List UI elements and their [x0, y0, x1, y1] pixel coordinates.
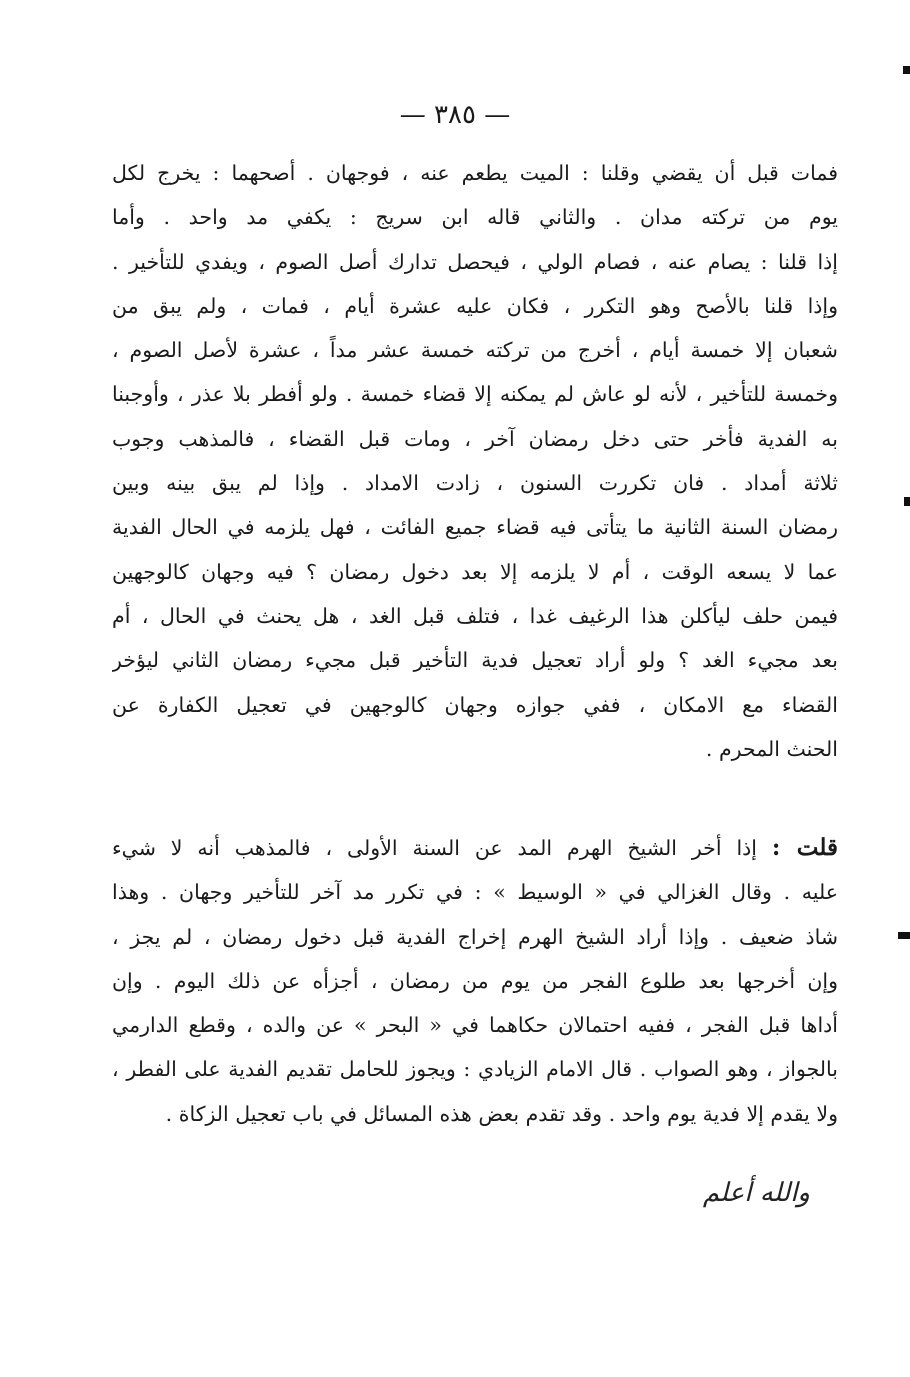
closing-phrase: والله أعلم: [702, 1178, 810, 1208]
lead-word: قلت :: [771, 834, 838, 861]
text-line-first: [112, 826, 838, 870]
text-line: رمضان السنة الثانية ما يتأتى فيه قضاء جميع الفائت ، فهل يلزمه في الحال الفدية: [112, 515, 838, 540]
page-number: — ٣٨٥ —: [399, 100, 511, 130]
text-line: وخمسة للتأخير ، لأنه لو عاش لم يمكنه إلا قضاء خمسة . ولو أفطر بلا عذر ، وأوجبنا: [112, 382, 838, 407]
commentary-paragraph: [112, 826, 838, 1136]
text-line: بعد مجيء الغد ؟ ولو أراد تعجيل فدية التأخير قبل مجيء رمضان الثاني ليؤخر: [112, 648, 838, 673]
text-line: فيمن حلف ليأكلن هذا الرغيف غدا ، فتلف قبل الغد ، هل يحنث في الحال ، أم: [112, 603, 838, 628]
text-line: إذا قلنا : يصام عنه ، فصام الولي ، فيحصل تدارك أصل الصوم ، ويفدي للتأخير .: [112, 249, 838, 274]
margin-ink-mark: [898, 932, 910, 939]
text-line: يوم من تركته مدان . والثاني قاله ابن سريج : يكفي مد واحد . وأما: [112, 205, 838, 230]
margin-ink-mark: [903, 66, 910, 74]
text-line: أداها قبل الفجر ، ففيه احتمالان حكاهما في « البحر » عن والده ، وقطع الدارمي: [112, 1013, 838, 1038]
first-line-rest: إذا أخر الشيخ الهرم المد عن السنة الأولى ، فالمذهب أنه لا شيء: [112, 836, 757, 860]
main-paragraph: [112, 151, 838, 771]
margin-ink-mark: [904, 497, 910, 506]
text-line: الحنث المحرم .: [705, 736, 838, 761]
text-line: القضاء مع الامكان ، ففي جوازه وجهان كالوجهين في تعجيل الكفارة عن: [112, 692, 838, 717]
text-line: بالجواز ، وهو الصواب . قال الامام الزيادي : ويجوز للحامل تقديم الفدية على الفطر ،: [112, 1057, 838, 1082]
text-line: ثلاثة أمداد . فان تكررت السنون ، زادت الامداد . وإذا لم يبق بينه وبين: [112, 471, 838, 496]
text-line: فمات قبل أن يقضي وقلنا : الميت يطعم عنه ، فوجهان . أصحهما : يخرج لكل: [112, 161, 838, 185]
text-line: وإن أخرجها بعد طلوع الفجر من يوم من رمضان ، أجزأه عن ذلك اليوم . وإن: [112, 968, 838, 993]
text-line: عليه . وقال الغزالي في « الوسيط » : في تكرر مد آخر للتأخير وجهان . وهذا: [112, 880, 838, 905]
text-line: وإذا قلنا بالأصح وهو التكرر ، فكان عليه عشرة أيام ، فمات ، ولم يبق من: [112, 293, 838, 318]
text-line: شعبان إلا خمسة أيام ، أخرج من تركته خمسة عشر مداً ، عشرة لأصل الصوم ،: [112, 338, 838, 363]
text-line: ولا يقدم إلا فدية يوم واحد . وقد تقدم بعض هذه المسائل في باب تعجيل الزكاة .: [165, 1101, 838, 1126]
text-line: عما لا يسعه الوقت ، أم لا يلزمه إلا بعد دخول رمضان ؟ فيه وجهان كالوجهين: [112, 559, 838, 584]
text-line: شاذ ضعيف . وإذا أراد الشيخ الهرم إخراج الفدية قبل دخول رمضان ، لم يجز ،: [112, 924, 838, 949]
text-line: به الفدية فأخر حتى دخل رمضان آخر ، ومات قبل القضاء ، فالمذهب وجوب: [112, 426, 838, 451]
